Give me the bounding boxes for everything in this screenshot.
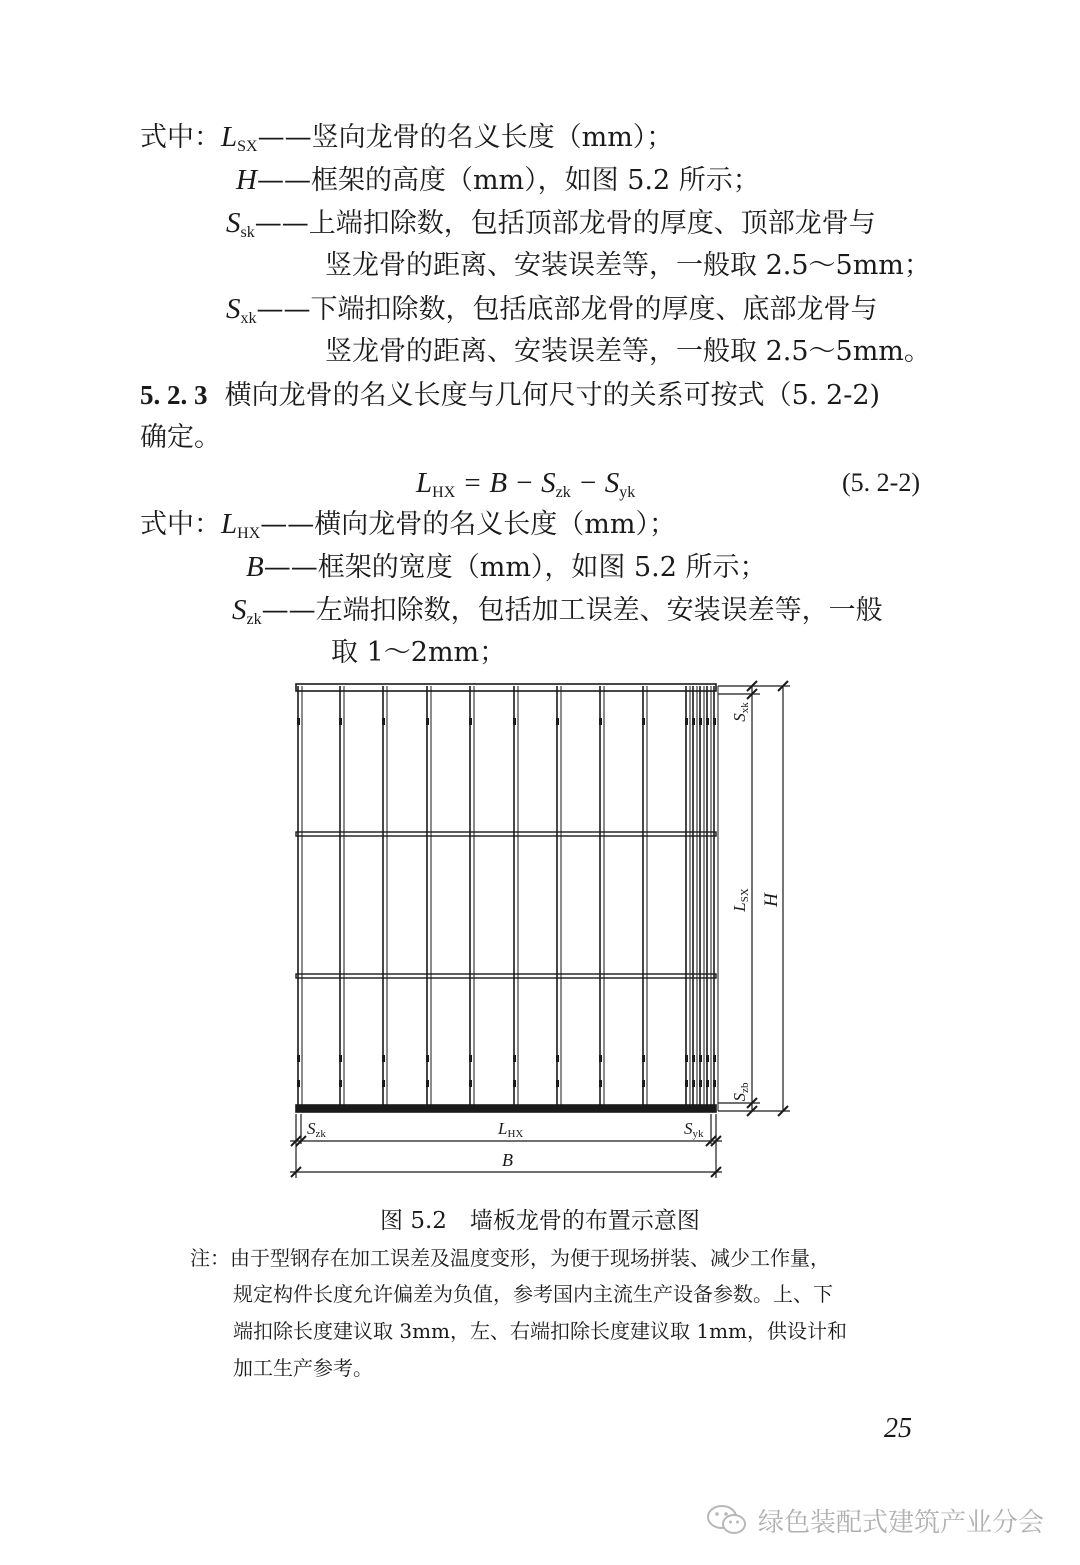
rivet-mark (339, 718, 342, 725)
horizontal-nogging (296, 974, 716, 978)
clause-continuation (140, 418, 221, 458)
rivet-mark (382, 1055, 385, 1062)
rivet-mark (685, 1080, 688, 1087)
rivet-mark (685, 718, 688, 725)
eq-var: S (541, 467, 556, 499)
note-line-4: 加工生产参考。 (233, 1356, 373, 1380)
rivet-mark (297, 718, 300, 725)
definition-text: ——上端扣除数，包括顶部龙骨的厚度、顶部龙骨与 (254, 208, 876, 239)
where-line-sxk-cont (325, 332, 931, 372)
where-line-ssk-cont (325, 246, 931, 286)
rivet-mark (513, 718, 516, 725)
rivet-mark (469, 1080, 472, 1087)
label-h: H (761, 893, 782, 907)
top-track (296, 684, 716, 691)
var-sub: zk (246, 611, 262, 628)
eq-sub: yk (619, 484, 636, 501)
where-line-h (236, 160, 760, 201)
rivet-mark (692, 1080, 695, 1087)
definition-text: 竖龙骨的距离、安装误差等，一般取 2.5～5mm； (325, 250, 931, 281)
var-s: S (232, 594, 247, 626)
var-s: S (226, 293, 241, 325)
var-l: L (221, 121, 238, 153)
rivet-mark (685, 1055, 688, 1062)
label-szb: Szb (730, 1082, 751, 1102)
rivet-mark (339, 1055, 342, 1062)
rivet-mark (706, 718, 709, 725)
rivet-mark (513, 1080, 516, 1087)
where-line-szk-cont (331, 633, 506, 673)
rivet-mark (599, 1055, 602, 1062)
rivet-mark (642, 1080, 645, 1087)
where-prefix: 式中： (140, 509, 221, 540)
eq-operator: − (570, 467, 605, 499)
rivet-mark (426, 1055, 429, 1062)
rivet-mark (556, 1080, 559, 1087)
definition-text: ——下端扣除数，包括底部龙骨的厚度、底部龙骨与 (256, 294, 878, 325)
rivet-mark (382, 1080, 385, 1087)
definition-text: ——框架的宽度（mm），如图 5.2 所示； (263, 552, 767, 583)
rivet-mark (699, 718, 702, 725)
horizontal-nogging (296, 832, 716, 836)
watermark (706, 1498, 1044, 1542)
equation-number: (5. 2-2) (842, 468, 920, 497)
var-s: S (226, 207, 241, 239)
clause-text: 确定。 (140, 422, 221, 453)
rivet-mark (706, 1080, 709, 1087)
definition-text: ——竖向龙骨的名义长度（mm）； (257, 122, 674, 153)
var-sub: sk (240, 224, 255, 241)
eq-operator: = B − (455, 467, 542, 499)
definition-text: 竖龙骨的距离、安装误差等，一般取 2.5～5mm。 (325, 336, 931, 367)
rivet-mark (556, 718, 559, 725)
rivet-mark (692, 718, 695, 725)
definition-text: ——左端扣除数，包括加工误差、安装误差等，一般 (261, 595, 883, 626)
rivet-mark (297, 1080, 300, 1087)
label-lsx: LSX (730, 888, 751, 912)
eq-var: L (416, 467, 433, 499)
label-szk: Szk (307, 1119, 326, 1140)
var-h: H (236, 164, 257, 196)
rivet-mark (469, 1055, 472, 1062)
rivet-mark (339, 1080, 342, 1087)
note-line-2: 规定构件长度允许偏差为负值，参考国内主流生产设备参数。上、下 (233, 1282, 833, 1306)
note-line-3: 端扣除长度建议取 3mm，左、右端扣除长度建议取 1mm，供设计和 (233, 1319, 848, 1343)
wechat-icon (706, 1503, 748, 1537)
var-b: B (246, 551, 264, 583)
page-number: 25 (884, 1413, 912, 1444)
eq-var: S (604, 467, 620, 499)
dimension-lines (290, 686, 790, 1178)
label-syk: Syk (684, 1119, 704, 1140)
clause-5-2-3 (140, 375, 880, 416)
rivet-mark (297, 1055, 300, 1062)
frame-drawing (296, 684, 718, 1112)
var-l: L (221, 508, 238, 540)
rivet-mark (599, 718, 602, 725)
figure-caption: 图 5.2 墙板龙骨的布置示意图 (380, 1208, 700, 1234)
rivet-mark (706, 1055, 709, 1062)
rivet-mark (556, 1055, 559, 1062)
where-line-b (246, 547, 767, 588)
rivet-mark (382, 718, 385, 725)
rivet-mark (642, 1055, 645, 1062)
var-sub: xk (240, 310, 257, 327)
definition-text: ——框架的高度（mm），如图 5.2 所示； (256, 165, 760, 196)
rivet-mark (713, 1080, 716, 1087)
definition-text: 取 1～2mm； (331, 637, 507, 668)
where-line-szk (232, 590, 883, 640)
label-sxk: Sxk (730, 702, 751, 722)
clause-number: 5. 2. 3 (140, 380, 208, 410)
label-lhx: LHX (498, 1119, 524, 1140)
rivet-mark (513, 1055, 516, 1062)
definition-text: ——横向龙骨的名义长度（mm）； (260, 509, 676, 540)
note-line-1: 注：由于型钢存在加工误差及温度变形，为便于现场拼装、减少工作量， (190, 1246, 830, 1270)
bottom-track (296, 1105, 716, 1112)
eq-sub: HX (432, 484, 456, 501)
rivet-mark (699, 1080, 702, 1087)
rivet-mark (469, 718, 472, 725)
rivet-mark (699, 1055, 702, 1062)
rivet-mark (599, 1080, 602, 1087)
rivet-mark (426, 718, 429, 725)
rivet-mark (713, 1055, 716, 1062)
eq-sub: zk (555, 484, 571, 501)
rivet-mark (713, 718, 716, 725)
where-prefix: 式中： (140, 122, 221, 153)
rivet-mark (642, 718, 645, 725)
clause-text: 横向龙骨的名义长度与几何尺寸的关系可按式（5. 2-2) (224, 380, 881, 411)
watermark-text: 绿色装配式建筑产业分会 (758, 1507, 1045, 1538)
rivet-mark (426, 1080, 429, 1087)
var-sub: SX (237, 138, 258, 155)
var-sub: HX (237, 525, 261, 542)
wall-stud-layout-figure (280, 675, 800, 1185)
rivet-mark (692, 1055, 695, 1062)
label-b: B (502, 1150, 513, 1170)
